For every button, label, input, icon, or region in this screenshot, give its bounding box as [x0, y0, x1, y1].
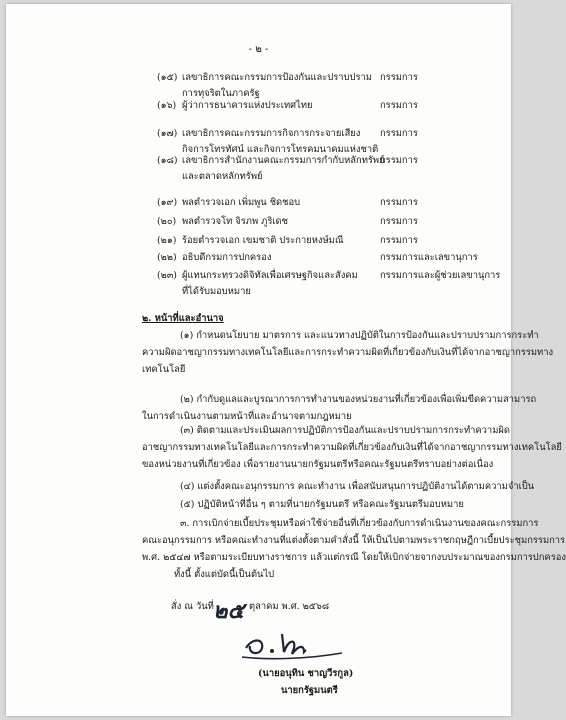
duty-item: (๒) กำกับดูแลและบูรณาการการทำงานของหน่วยงานที่เกี่ยวข้องเพื่อเพิ่มขีดความสามารถ — [180, 394, 537, 405]
duty-item: (๓) ติดตามและประเมินผลการปฏิบัติการป้องกันและปราบปรามการกระทำความผิด — [180, 425, 510, 436]
member-number: (๑๗) — [157, 128, 178, 139]
member-number: (๒๓) — [157, 270, 177, 281]
member-title: เลขาธิการคณะกรรมการกิจการกระจายเสียง — [182, 128, 361, 139]
duty-item-cont: อาชญากรรมทางเทคโนโลยีและการกระทำความผิดที่เกี่ยวข้องกับเงินที่ได้จากอาชญากรรมทางเทคโนโลยี — [142, 442, 562, 453]
member-number: (๒๒) — [157, 252, 177, 263]
order-date-label: สั่ง ณ วันที่ — [171, 601, 214, 612]
member-title: เลขาธิการสำนักงานคณะกรรมการกำกับหลักทรัพย์ — [182, 155, 385, 166]
member-role: กรรมการ — [380, 72, 418, 83]
member-title: ร้อยตำรวจเอก เขมชาติ ประกายหงษ์มณี — [182, 235, 344, 246]
order-month-year: ตุลาคม พ.ศ. ๒๕๖๘ — [249, 601, 330, 612]
member-title: เลขาธิการคณะกรรมการป้องกันและปราบปราม — [182, 72, 372, 83]
member-number: (๑๕) — [157, 72, 178, 83]
member-number: (๑๖) — [157, 100, 177, 111]
member-number: (๑๘) — [157, 155, 178, 166]
document-page — [6, 4, 566, 716]
duty-item-cont: ความผิดอาชญากรรมทางเทคโนโลยีและการกระทำความผิดที่เกี่ยวข้องกับเงินที่ได้จากอาชญากรรมทาง — [142, 347, 554, 358]
section-3-line-cont: พ.ศ. ๒๕๔๗ หรือตามระเบียบทางราชการ แล้วแต่กรณี โดยให้เบิกจ่ายจากงบประมาณของกรมการปกครอง — [142, 552, 566, 563]
member-title: อธิบดีกรมการปกครอง — [182, 252, 272, 263]
duty-item: (๑) กำหนดนโยบาย มาตรการ และแนวทางปฏิบัติในการป้องกันและปราบปรามการกระทำ — [180, 330, 539, 341]
section-3-line: ๓. การเบิกจ่ายเบี้ยประชุมหรือค่าใช้จ่ายอื่นที่เกี่ยวข้องกับการดำเนินงานของคณะกรรมการ — [180, 518, 539, 529]
member-title: ผู้ว่าการธนาคารแห่งประเทศไทย — [182, 100, 313, 111]
member-role: กรรมการและเลขานุการ — [380, 252, 478, 263]
effective-statement: ทั้งนี้ ตั้งแต่บัดนี้เป็นต้นไป — [174, 569, 275, 580]
duty-item-cont: ในการดำเนินงานตามหน้าที่และอำนาจตามกฎหมาย — [142, 411, 352, 422]
member-number: (๑๙) — [157, 197, 178, 208]
member-role: กรรมการและผู้ช่วยเลขานุการ — [380, 270, 501, 281]
member-number: (๒๐) — [157, 216, 177, 227]
duty-item: (๔) แต่งตั้งคณะอนุกรรมการ คณะทำงาน เพื่อสนับสนุนการปฏิบัติงานได้ตามความจำเป็น — [180, 481, 535, 492]
duty-item-cont: ของหน่วยงานที่เกี่ยวข้อง เพื่อรายงานนายกรัฐมนตรีหรือคณะรัฐมนตรีทราบอย่างต่อเนื่อง — [142, 459, 494, 470]
member-title-cont: และตลาดหลักทรัพย์ — [182, 171, 263, 182]
section-2-heading: ๒. หน้าที่และอำนาจ — [142, 313, 224, 324]
member-title: ผู้แทนกระทรวงดิจิทัลเพื่อเศรษฐกิจและสังคม — [182, 270, 358, 281]
member-title-cont: ที่ได้รับมอบหมาย — [182, 286, 251, 297]
member-title-cont: กิจการโทรทัศน์ และกิจการโทรคมนาคมแห่งชาติ — [182, 144, 379, 155]
member-title-cont: การทุจริตในภาครัฐ — [182, 88, 260, 99]
member-number: (๒๑) — [157, 235, 177, 246]
member-title: พลตำรวจเอก เพิ่มพูน ชิดชอบ — [182, 197, 301, 208]
member-role: กรรมการ — [380, 128, 418, 139]
member-role: กรรมการ — [380, 155, 418, 166]
signer-position: นายกรัฐมนตรี — [281, 685, 338, 696]
signature — [238, 626, 348, 662]
member-title: พลตำรวจโท จิรภพ ภูริเดช — [182, 216, 289, 227]
signer-name: (นายอนุทิน ชาญวีรกูล) — [258, 668, 354, 679]
section-3-line-cont: คณะอนุกรรมการ หรือคณะทำงานที่แต่งตั้งตามคำสั่งนี้ ให้เป็นไปตามพระราชกฤษฎีกาเบี้ยประชุมกรรมการ — [142, 535, 566, 546]
member-role: กรรมการ — [380, 197, 418, 208]
member-role: กรรมการ — [380, 100, 418, 111]
handwritten-day: ๒๕ — [213, 598, 245, 624]
duty-item-cont: เทคโนโลยี — [142, 364, 186, 375]
duty-item: (๕) ปฏิบัติหน้าที่อื่น ๆ ตามที่นายกรัฐมนตรี หรือคณะรัฐมนตรีมอบหมาย — [180, 499, 464, 510]
page-number: - ๒ - — [248, 44, 269, 55]
member-role: กรรมการ — [380, 216, 418, 227]
member-role: กรรมการ — [380, 235, 418, 246]
